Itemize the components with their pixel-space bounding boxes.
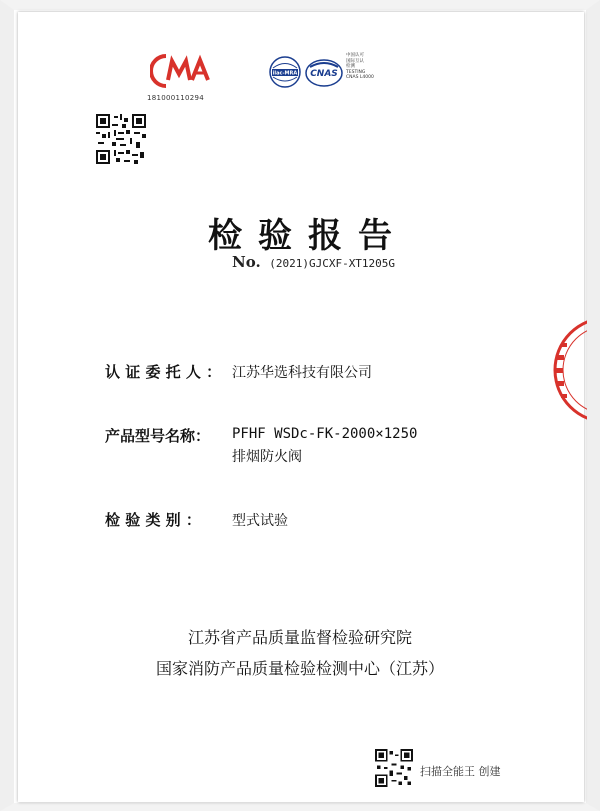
client-label: 认 证 委 托 人 ： (105, 363, 222, 381)
cnas-line: TESTING (346, 69, 366, 75)
cma-logo (150, 52, 210, 90)
svg-text:CNAS: CNAS (310, 69, 338, 79)
cnas-line: 检测 (346, 64, 355, 69)
ilac-mra-logo (268, 55, 302, 89)
cnas-logo (304, 57, 344, 89)
svg-text:ilac-MRA: ilac-MRA (272, 70, 298, 77)
client-value: 江苏华选科技有限公司 (232, 365, 372, 381)
cma-certificate-code: 181000110294 (147, 94, 205, 102)
report-number (232, 253, 395, 271)
cnas-accreditation-text (346, 53, 382, 81)
scanner-qr-code (375, 749, 413, 787)
report-number-value: (2021)GJCXF-XT1205G (269, 257, 396, 270)
official-seal-stamp (547, 315, 587, 425)
product-name: 排烟防火阀 (232, 449, 302, 465)
cnas-line: 中国认可 (346, 53, 364, 58)
qr-code (96, 114, 146, 164)
cnas-line: 国际互认 (346, 58, 364, 64)
issuer-name-primary: 江苏省产品质量监督检验研究院 (187, 628, 412, 647)
issuer-name-secondary: 国家消防产品质量检验检测中心（江苏） (155, 659, 444, 678)
inspection-type-label: 检 验 类 别 ： (105, 511, 201, 529)
scanner-watermark: 扫描全能王 创建 (420, 765, 501, 778)
report-number-label: No. (232, 253, 261, 271)
report-title: 检验报告 (208, 216, 408, 256)
product-label: 产品型号名称： (105, 427, 211, 445)
inspection-type-value: 型式试验 (232, 513, 288, 529)
cnas-line: CNAS L4000 (346, 75, 374, 80)
product-model: PFHF WSDc-FK-2000×1250 (232, 426, 418, 442)
